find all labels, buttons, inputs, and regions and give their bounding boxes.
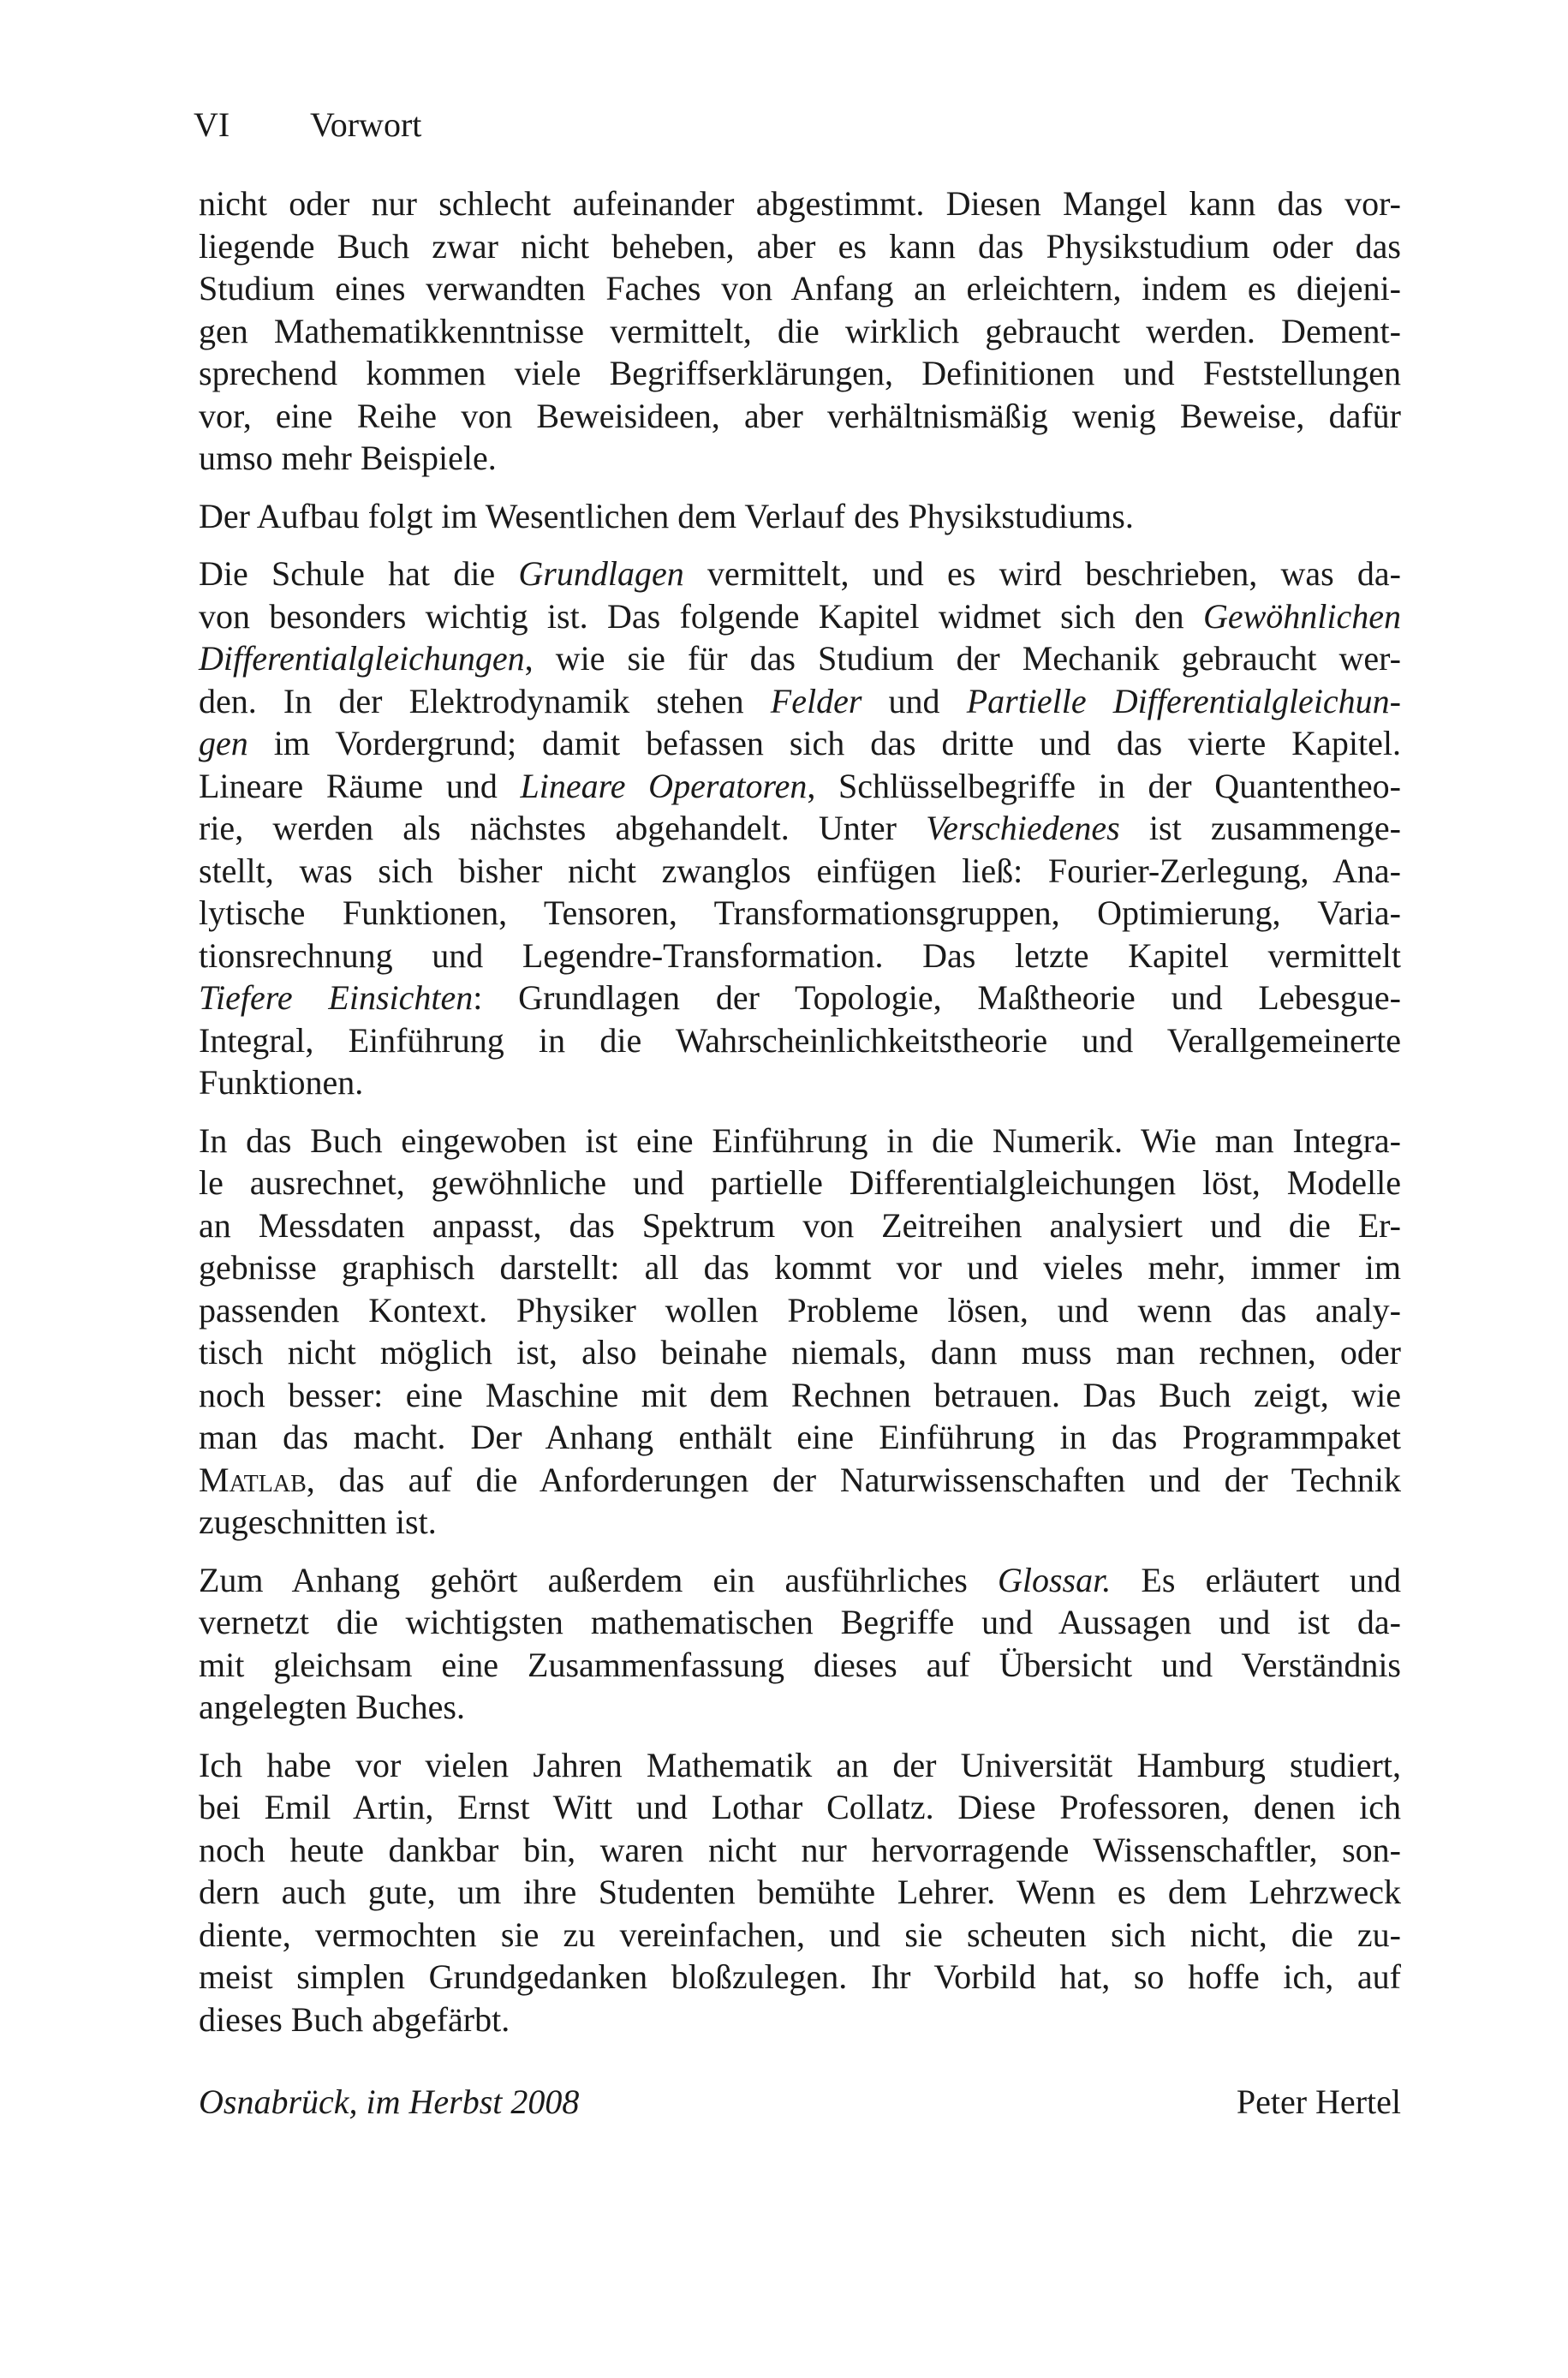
text-line [199, 495, 1401, 538]
text-line [199, 1204, 1401, 1247]
text-segment: lytische Funktionen, Tensoren, Transformationsgruppen, Optimierung, Varia- [199, 893, 1401, 932]
text-segment: Lineare Räume und [199, 766, 521, 805]
text-segment: tionsrechnung und Legendre-Transformation. Das letzte Kapitel vermittelt [199, 935, 1401, 975]
text-segment: , das auf die Anforderungen der Naturwissenschaften und der Technik [306, 1460, 1401, 1499]
text-line [199, 1120, 1401, 1162]
text-segment: gebnisse graphisch darstellt: all das kommt vor und vieles mehr, immer im [199, 1248, 1401, 1287]
text-line [199, 225, 1401, 268]
text-segment: man das macht. Der Anhang enthält eine Einführung in das Programmpaket [199, 1418, 1401, 1456]
text-segment: rie, werden als nächstes abgehandelt. Unter [199, 809, 927, 847]
text-line [199, 352, 1401, 395]
text-line [199, 1871, 1401, 1914]
text-segment: vor, eine Reihe von Beweisideen, aber verhältnismäßig wenig Beweise, dafür [199, 396, 1401, 435]
text-line [199, 1786, 1401, 1829]
page-number: VI [194, 105, 230, 144]
text-line [199, 935, 1401, 977]
emphasized-term: Gewöhnlichen [1202, 596, 1401, 636]
text-line [199, 765, 1401, 808]
text-line [199, 437, 1401, 480]
text-segment: tisch nicht möglich ist, also beinahe niemals, dann muss man rechnen, oder [199, 1333, 1401, 1371]
emphasized-term: Differentialgleichungen [199, 639, 525, 678]
text-segment: gen Mathematikkenntnisse vermittelt, die wirklich gebraucht werden. Dement- [199, 311, 1401, 350]
paragraph [199, 1744, 1401, 2041]
text-line [199, 1686, 1401, 1729]
text-line [199, 1061, 1401, 1104]
text-line [199, 637, 1401, 680]
paragraph [199, 553, 1401, 1104]
paragraph [199, 182, 1401, 480]
text-line [199, 1559, 1401, 1602]
text-segment: sprechend kommen viele Begriffserklärungen, Definitionen und Feststellungen [199, 354, 1401, 392]
text-line [199, 850, 1401, 893]
text-segment: meist simplen Grundgedanken bloßzulegen. Ihr Vorbild hat, so hoffe ich, auf [199, 1957, 1401, 1996]
paragraph [199, 495, 1401, 538]
text-segment: nicht oder nur schlecht aufeinander abgestimmt. Diesen Mangel kann das vor- [199, 184, 1401, 223]
text-segment: dieses Buch abgefärbt. [199, 1999, 510, 2039]
signature-author: Peter Hertel [1236, 2082, 1401, 2121]
emphasized-term: Verschiedenes [926, 809, 1120, 847]
text-segment: an Messdaten anpasst, das Spektrum von Zeitreihen analysiert und die Er- [199, 1205, 1401, 1245]
signature-place-date: Osnabrück, im Herbst 2008 [199, 2082, 580, 2121]
text-line [199, 1501, 1401, 1544]
text-line [199, 182, 1401, 225]
text-line [199, 1914, 1401, 1957]
text-line [199, 1162, 1401, 1204]
text-line [199, 1459, 1401, 1502]
text-segment: umso mehr Beispiele. [199, 439, 497, 477]
text-line [199, 1999, 1401, 2041]
text-segment: zugeschnitten ist. [199, 1503, 437, 1541]
text-line [199, 1744, 1401, 1787]
text-line [199, 977, 1401, 1019]
text-line [199, 680, 1401, 723]
text-segment: Ich habe vor vielen Jahren Mathematik an der Universität Hamburg studiert, [199, 1745, 1401, 1784]
text-segment: den. In der Elektrodynamik stehen [199, 681, 771, 720]
emphasized-term: Felder [770, 681, 862, 720]
text-segment: vernetzt die wichtigsten mathematischen Begriffe und Aussagen und ist da- [199, 1603, 1401, 1641]
text-segment: Die Schule hat die [199, 554, 519, 593]
text-line [199, 553, 1401, 595]
text-segment: liegende Buch zwar nicht beheben, aber es kann das Physikstudium oder das [199, 226, 1401, 266]
preface-body [199, 182, 1401, 2056]
text-line [199, 267, 1401, 310]
paragraph [199, 1559, 1401, 1729]
text-line [199, 1331, 1401, 1374]
text-line [199, 1374, 1401, 1417]
running-header-title: Vorwort [310, 105, 422, 144]
text-segment: noch heute dankbar bin, waren nicht nur hervorragende Wissenschaftler, son- [199, 1830, 1401, 1869]
text-segment: Integral, Einführung in die Wahrscheinlichkeitstheorie und Verallgemeinerte [199, 1020, 1401, 1060]
text-segment: und [862, 681, 967, 720]
text-segment: Funktionen. [199, 1063, 364, 1102]
emphasized-term: Lineare Operatoren [520, 766, 808, 805]
text-line [199, 1829, 1401, 1872]
text-segment: passenden Kontext. Physiker wollen Probleme lösen, und wenn das analy- [199, 1290, 1401, 1329]
small-caps-term: Matlab [199, 1460, 307, 1499]
text-line [199, 395, 1401, 438]
text-segment: ist zusammenge- [1119, 809, 1401, 847]
text-segment: le ausrechnet, gewöhnliche und partielle Differentialgleichungen löst, Modelle [199, 1163, 1401, 1202]
paragraph [199, 1120, 1401, 1544]
text-segment: diente, vermochten sie zu vereinfachen, und sie scheuten sich nicht, die zu- [199, 1915, 1401, 1954]
emphasized-term: Grundlagen [518, 554, 684, 593]
text-segment: : Grundlagen der Topologie, Maßtheorie und Lebesgue- [473, 978, 1401, 1017]
text-segment: bei Emil Artin, Ernst Witt und Lothar Collatz. Diese Professoren, denen ich [199, 1788, 1401, 1826]
text-line [199, 310, 1401, 353]
text-line [199, 1019, 1401, 1062]
text-segment: dern auch gute, um ihre Studenten bemühte Lehrer. Wenn es dem Lehrzweck [199, 1873, 1401, 1911]
text-segment: , Schlüsselbegriffe in der Quantentheo- [807, 766, 1401, 805]
text-segment: von besonders wichtig ist. Das folgende Kapitel widmet sich den [199, 596, 1203, 636]
text-line [199, 1956, 1401, 1999]
text-segment: Studium eines verwandten Faches von Anfang an erleichtern, indem es diejeni- [199, 269, 1401, 308]
text-segment: mit gleichsam eine Zusammenfassung dieses auf Übersicht und Verständnis [199, 1645, 1401, 1684]
text-line [199, 722, 1401, 765]
text-line [199, 595, 1401, 638]
emphasized-term: Tiefere Einsichten [199, 978, 474, 1017]
text-segment: Zum Anhang gehört außerdem ein ausführliches [199, 1560, 998, 1599]
text-segment: , wie sie für das Studium der Mechanik gebraucht wer- [524, 639, 1401, 678]
text-segment: Es erläutert und [1111, 1560, 1401, 1599]
text-line [199, 1644, 1401, 1687]
text-line [199, 1601, 1401, 1644]
text-line [199, 892, 1401, 935]
text-line [199, 807, 1401, 850]
text-line [199, 1246, 1401, 1289]
text-segment: angelegten Buches. [199, 1688, 465, 1726]
text-line [199, 1416, 1401, 1459]
emphasized-term: gen [199, 724, 248, 762]
text-line [199, 1289, 1401, 1332]
text-segment: stellt, was sich bisher nicht zwanglos einfügen ließ: Fourier-Zerlegung, Ana- [199, 851, 1401, 890]
emphasized-term: Partielle Differentialgleichun- [966, 681, 1402, 720]
emphasized-term: Glossar. [997, 1560, 1112, 1599]
text-segment: vermittelt, und es wird beschrieben, was da- [683, 554, 1401, 593]
text-segment: noch besser: eine Maschine mit dem Rechnen betrauen. Das Buch zeigt, wie [199, 1375, 1401, 1414]
text-segment: In das Buch eingewoben ist eine Einführung in die Numerik. Wie man Integra- [199, 1120, 1401, 1160]
text-segment: Der Aufbau folgt im Wesentlichen dem Verlauf des Physikstudiums. [199, 496, 1134, 535]
text-segment: im Vordergrund; damit befassen sich das dritte und das vierte Kapitel. [247, 724, 1401, 762]
